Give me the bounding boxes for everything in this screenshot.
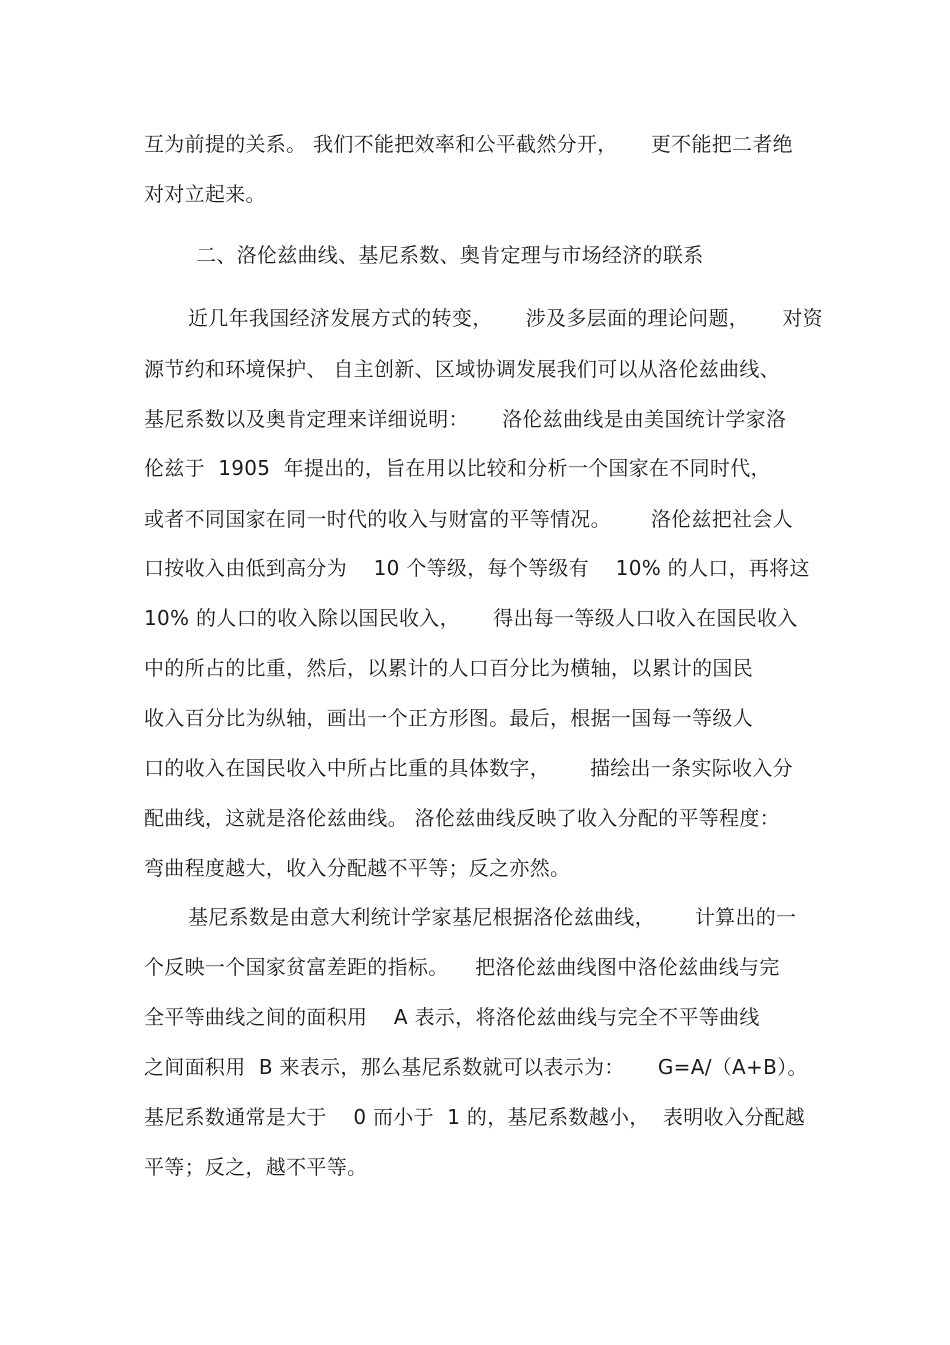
text-line: 个反映一个国家贫富差距的指标。 把洛伦兹曲线图中洛伦兹曲线与完 [144,955,780,979]
text-line: 弯曲程度越大，收入分配越不平等；反之亦然。 [144,856,571,880]
text-line: 口按收入由低到高分为 10 个等级，每个等级有 10% 的人口，再将这 [144,556,810,580]
text-line: 源节约和环境保护、 自主创新、区域协调发展我们可以从洛伦兹曲线、 [144,357,780,381]
text-line: 伦兹于 1905 年提出的，旨在用以比较和分析一个国家在不同时代， [144,456,771,480]
text-line: 全平等曲线之间的面积用 A 表示，将洛伦兹曲线与完全不平等曲线 [144,1005,760,1029]
paragraph-first-line: 基尼系数是由意大利统计学家基尼根据洛伦兹曲线， 计算出的一 [188,905,797,929]
text-line: 之间面积用 B 来表示，那么基尼系数就可以表示为： G=A/（A+B）。 [144,1055,808,1079]
text-line: 口的收入在国民收入中所占比重的具体数字， 描绘出一条实际收入分 [144,756,793,780]
section-heading: 二、洛伦兹曲线、基尼系数、奥肯定理与市场经济的联系 [196,243,704,267]
text-line: 基尼系数通常是大于 0 而小于 1 的，基尼系数越小， 表明收入分配越 [144,1105,806,1129]
text-line: 配曲线，这就是洛伦兹曲线。 洛伦兹曲线反映了收入分配的平等程度： [144,806,780,830]
text-line: 互为前提的关系。 我们不能把效率和公平截然分开， 更不能把二者绝 [144,132,793,156]
text-line: 中的所占的比重，然后，以累计的人口百分比为横轴，以累计的国民 [144,656,753,680]
paragraph-first-line: 近几年我国经济发展方式的转变， 涉及多层面的理论问题， 对资 [188,306,823,330]
text-line: 基尼系数以及奥肯定理来详细说明： 洛伦兹曲线是由美国统计学家洛 [144,407,787,431]
text-line: 平等；反之，越不平等。 [144,1155,368,1179]
text-line: 对对立起来。 [144,182,266,206]
text-line: 收入百分比为纵轴，画出一个正方形图。最后，根据一国每一等级人 [144,706,753,730]
text-line: 10% 的人口的收入除以国民收入， 得出每一等级人口收入在国民收入 [144,606,798,630]
text-line: 或者不同国家在同一时代的收入与财富的平等情况。 洛伦兹把社会人 [144,507,793,531]
